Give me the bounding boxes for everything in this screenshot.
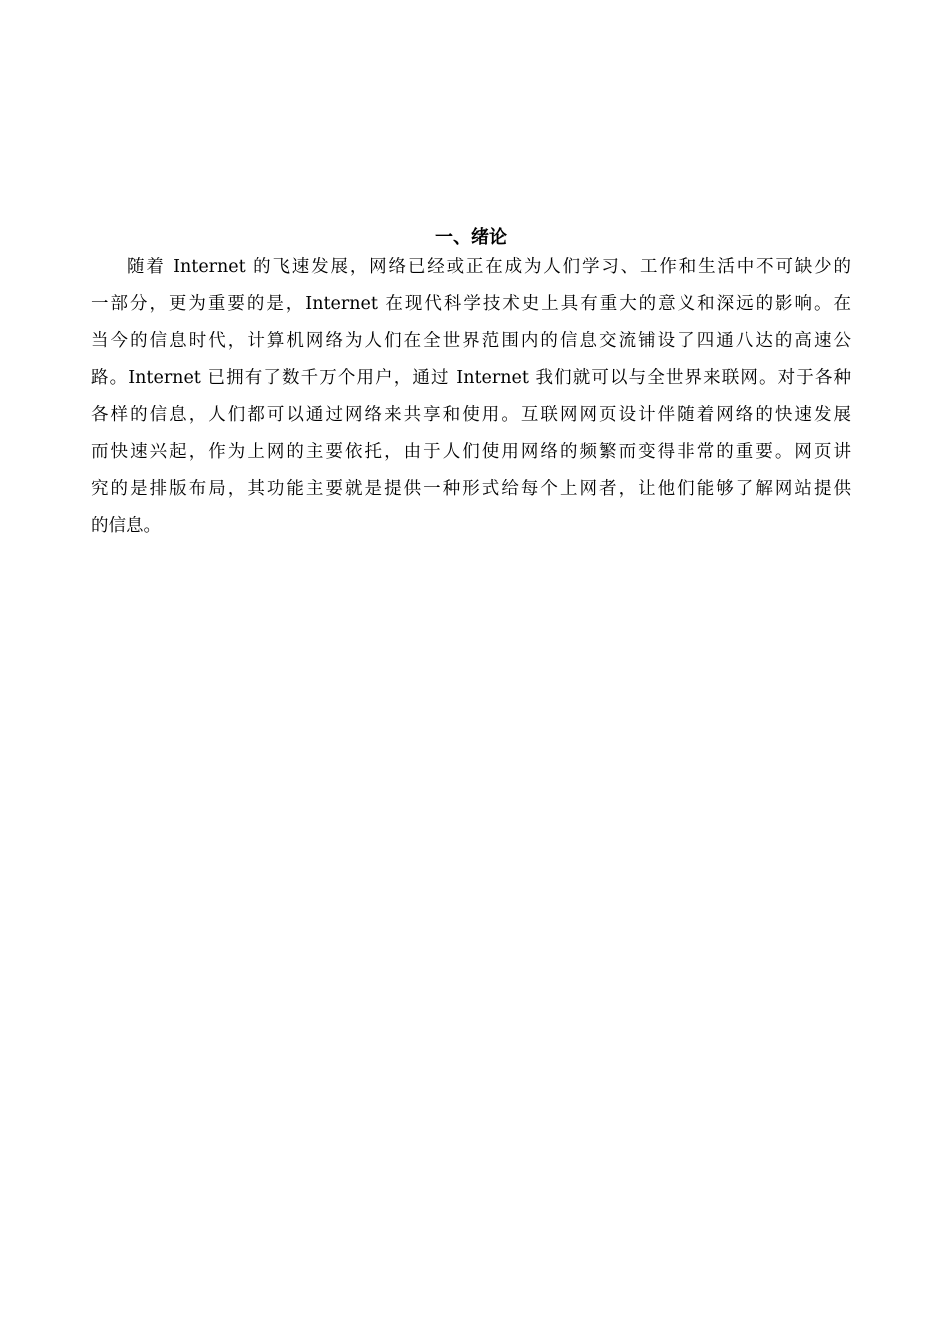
intro-paragraph [91, 249, 851, 545]
paragraph-line: 一部分，更为重要的是，Internet 在现代科学技术史上具有重大的意义和深远的影响。在 [91, 294, 851, 314]
paragraph-line: 各样的信息，人们都可以通过网络来共享和使用。互联网网页设计伴随着网络的快速发展 [91, 405, 851, 425]
paragraph-line: 究的是排版布局，其功能主要就是提供一种形式给每个上网者，让他们能够了解网站提供 [91, 479, 851, 499]
paragraph-line: 随着 Internet 的飞速发展，网络已经或正在成为人们学习、工作和生活中不可缺少的 [127, 257, 851, 277]
paragraph-line: 路。Internet 已拥有了数千万个用户，通过 Internet 我们就可以与全世界来联网。对于各种 [91, 368, 851, 388]
section-title: 一、绪论 [435, 227, 507, 248]
paragraph-line: 的信息。 [91, 516, 161, 536]
paragraph-line: 当今的信息时代，计算机网络为人们在全世界范围内的信息交流铺设了四通八达的高速公 [91, 331, 851, 351]
paragraph-line: 而快速兴起，作为上网的主要依托，由于人们使用网络的频繁而变得非常的重要。网页讲 [91, 442, 851, 462]
